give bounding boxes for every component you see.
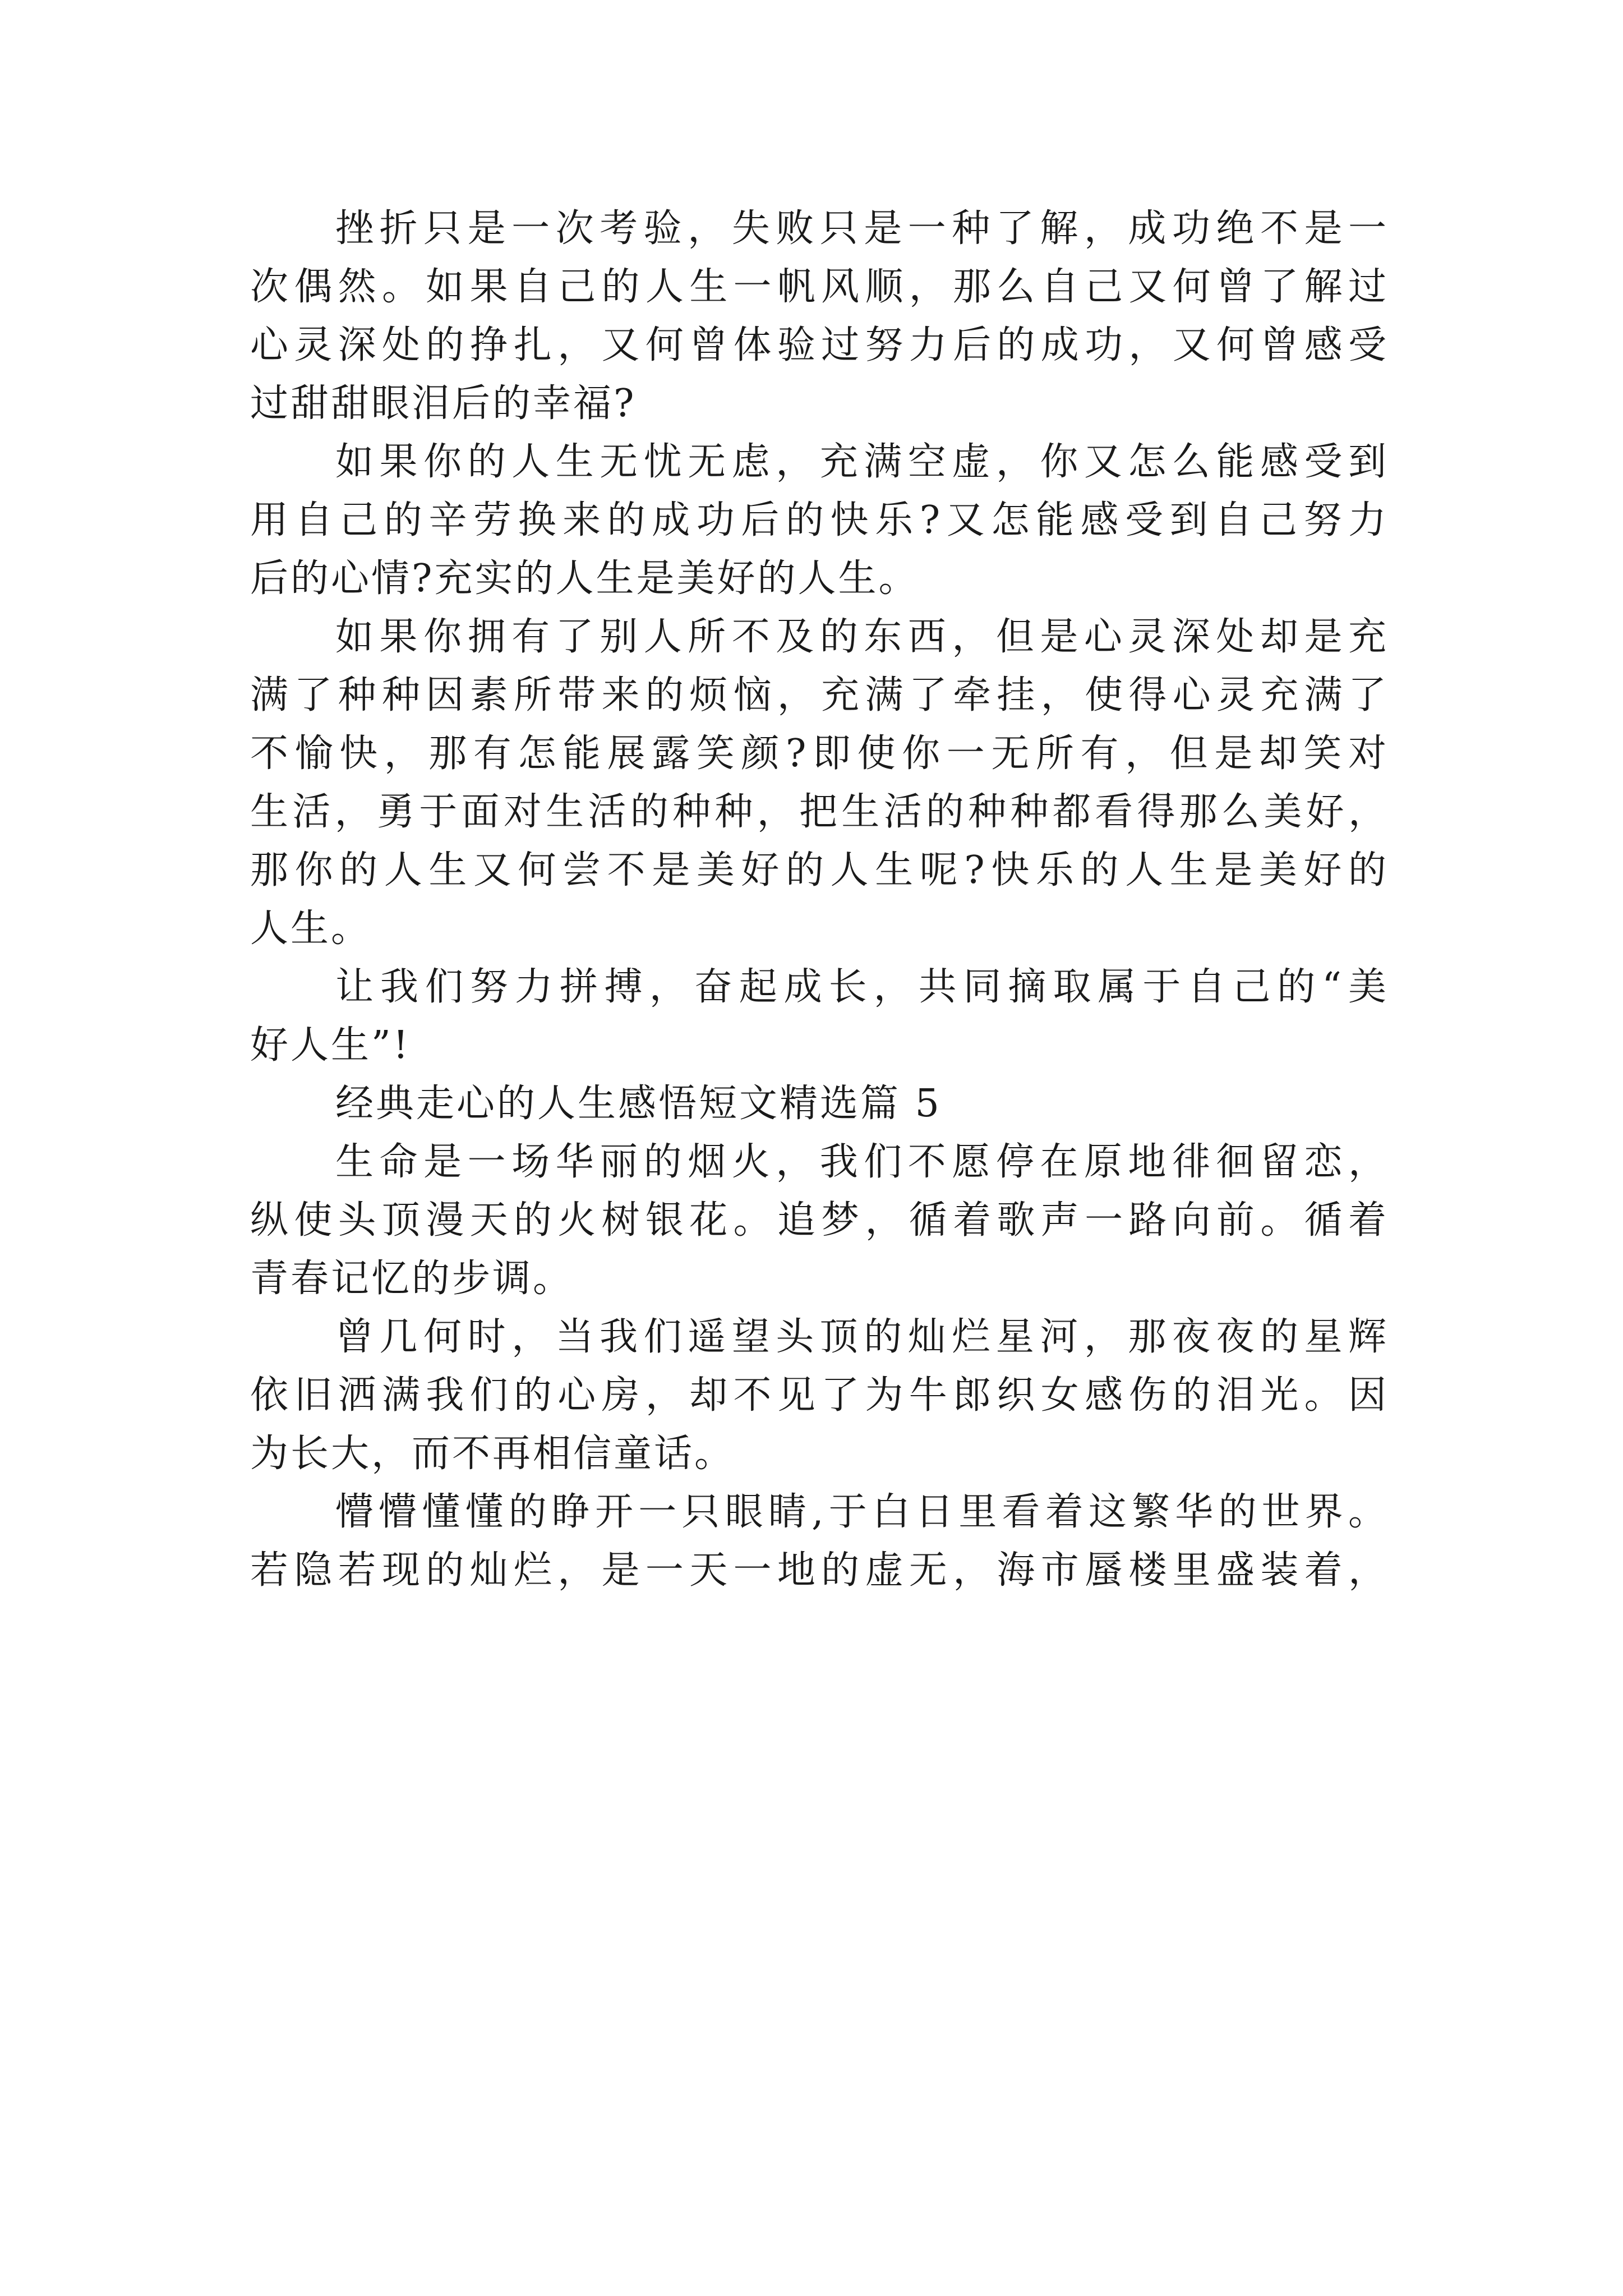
text-line: 如果你的人生无忧无虑，充满空虚，你又怎么能感受到 xyxy=(335,440,1389,484)
paragraph xyxy=(250,433,1389,608)
text-line: 挫折只是一次考验，失败只是一种了解，成功绝不是一 xyxy=(335,206,1389,251)
text-line: 后的心情?充实的人生是美好的人生。 xyxy=(250,556,919,601)
text-line: 若隐若现的灿烂，是一天一地的虚无，海市蜃楼里盛装着， xyxy=(250,1548,1389,1593)
text-line: 心灵深处的挣扎，又何曾体验过努力后的成功，又何曾感受 xyxy=(250,323,1389,367)
text-line: 青春记忆的步调。 xyxy=(250,1257,574,1301)
text-line: 生活，勇于面对生活的种种，把生活的种种都看得那么美好， xyxy=(250,790,1389,834)
text-line: 为长大，而不再相信童话。 xyxy=(250,1432,735,1476)
text-line: 不愉快，那有怎能展露笑颜?即使你一无所有，但是却笑对 xyxy=(250,731,1389,776)
paragraph xyxy=(250,1308,1389,1483)
text-line: 次偶然。如果自己的人生一帆风顺，那么自己又何曾了解过 xyxy=(250,265,1389,309)
text-line: 用自己的辛劳换来的成功后的快乐?又怎能感受到自己努力 xyxy=(250,498,1389,542)
text-line: 满了种种因素所带来的烦恼，充满了牵挂，使得心灵充满了 xyxy=(250,673,1389,717)
paragraph xyxy=(250,1483,1389,1600)
paragraph xyxy=(250,958,1389,1075)
text-line: 懵懵懂懂的睁开一只眼睛,于白日里看着这繁华的世界。 xyxy=(335,1490,1389,1534)
text-line: 好人生”! xyxy=(250,1023,411,1068)
text-line: 让我们努力拼搏，奋起成长，共同摘取属于自己的“美 xyxy=(335,965,1389,1009)
document-body xyxy=(250,200,1389,1600)
text-line: 生命是一场华丽的烟火，我们不愿停在原地徘徊留恋， xyxy=(335,1140,1389,1184)
section-heading: 经典走心的人生感悟短文精选篇 5 xyxy=(335,1082,942,1126)
text-line: 人生。 xyxy=(250,907,372,951)
text-line: 过甜甜眼泪后的幸福? xyxy=(250,381,637,426)
text-line: 曾几何时，当我们遥望头顶的灿烂星河，那夜夜的星辉 xyxy=(335,1315,1389,1359)
text-line: 纵使头顶漫天的火树银花。追梦，循着歌声一路向前。循着 xyxy=(250,1198,1389,1243)
paragraph xyxy=(250,1133,1389,1308)
text-line: 如果你拥有了别人所不及的东西，但是心灵深处却是充 xyxy=(335,615,1389,659)
text-line: 那你的人生又何尝不是美好的人生呢?快乐的人生是美好的 xyxy=(250,848,1389,892)
paragraph xyxy=(250,200,1389,433)
text-line: 依旧洒满我们的心房，却不见了为牛郎织女感伤的泪光。因 xyxy=(250,1373,1389,1418)
paragraph xyxy=(250,608,1389,958)
